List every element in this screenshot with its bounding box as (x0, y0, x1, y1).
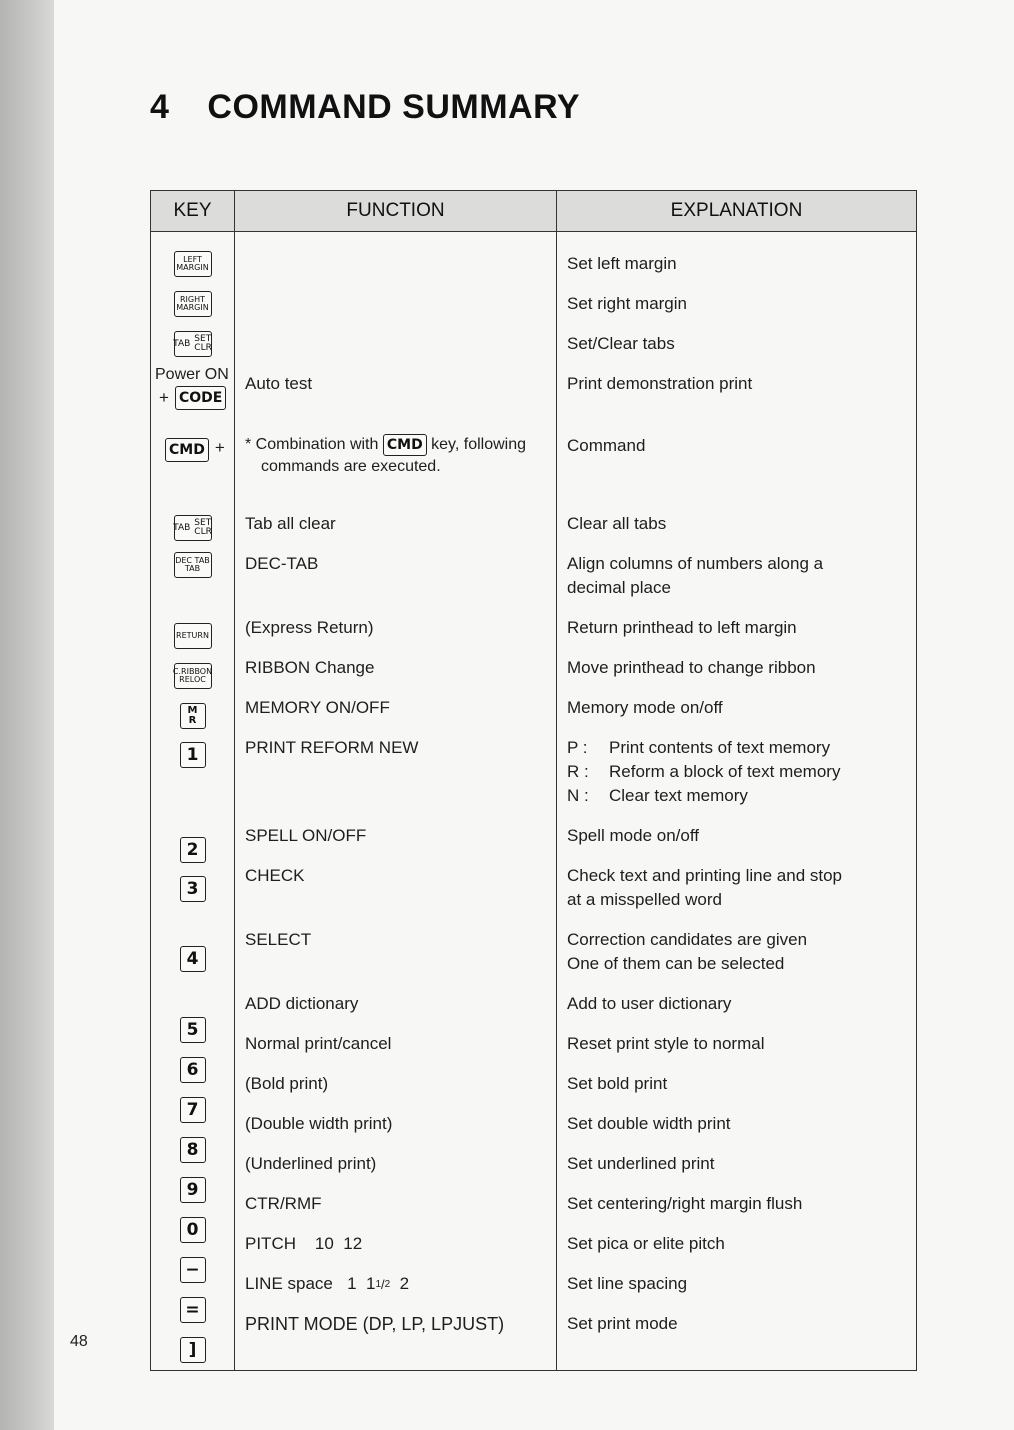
plus-sign: + (159, 388, 169, 407)
explanation-tab-all-clear: Clear all tabs (567, 514, 667, 533)
equals-key-icon: = (180, 1297, 206, 1323)
scan-edge-strip (0, 0, 54, 1430)
bracket-key-icon: ] (180, 1337, 206, 1363)
table-row (151, 1050, 234, 1090)
key-0-icon: 0 (180, 1217, 206, 1243)
page-number: 48 (70, 1333, 88, 1350)
explanation-underlined: Set underlined print (567, 1154, 715, 1173)
explanation-ribbon-change: Move printhead to change ribbon (567, 658, 816, 677)
cmd-key-icon: CMD (383, 434, 427, 456)
table-header-row (151, 191, 917, 232)
code-key-icon: CODE (175, 386, 226, 410)
key-3-icon: 3 (180, 876, 206, 902)
function-spell: SPELL ON/OFF (245, 826, 367, 845)
explanation-right-margin: Set right margin (567, 294, 687, 313)
table-row (151, 1290, 234, 1330)
explanation-print-reform-new (557, 728, 916, 816)
key-7-icon: 7 (180, 1097, 206, 1123)
function-express-return: (Express Return) (245, 618, 374, 637)
explanation-pitch: Set pica or elite pitch (567, 1234, 725, 1253)
table-row (151, 1170, 234, 1210)
table-row (151, 736, 234, 830)
power-on-label: Power ON (155, 366, 229, 383)
explanation-print-mode: Set print mode (567, 1314, 678, 1333)
explanation-spell: Spell mode on/off (567, 826, 699, 845)
key-6-icon: 6 (180, 1057, 206, 1083)
key-column (151, 232, 235, 1371)
function-ctr-rmf: CTR/RMF (245, 1194, 322, 1213)
key-1-icon: 1 (180, 742, 206, 768)
left-margin-key-icon: LEFT MARGIN (174, 251, 212, 277)
cmd-key-icon: CMD (165, 438, 209, 462)
function-auto-test: Auto test (245, 374, 313, 393)
header-function: FUNCTION (235, 191, 557, 232)
explanation-left-margin: Set left margin (567, 254, 677, 273)
explanation-normal-print: Reset print style to normal (567, 1034, 765, 1053)
table-row (151, 548, 234, 616)
table-row (151, 1330, 234, 1370)
explanation-check: Check text and printing line and stop at a misspelled word (567, 866, 843, 909)
page-heading (150, 88, 580, 127)
function-print-mode: PRINT MODE (DP, LP, LPJUST) (245, 1313, 505, 1334)
function-print-reform-new: PRINT REFORM NEW (245, 738, 419, 757)
table-row (151, 1250, 234, 1290)
explanation-dec-tab: Align columns of numbers along a decimal place (567, 554, 824, 597)
table-row (151, 696, 234, 736)
list-item: P : Print contents of text memory (567, 738, 831, 757)
explanation-ctr-rmf: Set centering/right margin flush (567, 1194, 803, 1213)
command-summary-table (150, 190, 917, 1371)
explanation-auto-test: Print demonstration print (567, 374, 753, 393)
ribbon-reloc-key-icon: C.RIBBON RELOC (174, 663, 212, 689)
memory-key-icon: M R (180, 703, 206, 729)
explanation-add-dictionary: Add to user dictionary (567, 994, 732, 1013)
table-row (151, 830, 234, 870)
function-column (235, 232, 557, 1371)
table-row (151, 1010, 234, 1050)
key-8-icon: 8 (180, 1137, 206, 1163)
function-select: SELECT (245, 930, 312, 949)
dec-tab-key-icon: DEC TAB TAB (174, 552, 212, 578)
key-5-icon: 5 (180, 1017, 206, 1043)
explanation-memory: Memory mode on/off (567, 698, 723, 717)
page-title: COMMAND SUMMARY (207, 88, 581, 126)
function-line-space: LINE space 1 1 1 / 2 2 (245, 1274, 410, 1293)
minus-key-icon: − (180, 1257, 206, 1283)
table-row (151, 1090, 234, 1130)
function-bold: (Bold print) (245, 1074, 329, 1093)
right-margin-key-icon: RIGHT MARGIN (174, 291, 212, 317)
function-ribbon-change: RIBBON Change (245, 658, 375, 677)
table-row (151, 1210, 234, 1250)
table-row (151, 616, 234, 656)
explanation-command: Command (567, 436, 646, 455)
table-row (151, 244, 234, 284)
table-row (151, 656, 234, 696)
key-9-icon: 9 (180, 1177, 206, 1203)
function-memory: MEMORY ON/OFF (245, 698, 390, 717)
function-command-note: * Combination with CMD key, following commands are executed. (235, 434, 556, 504)
explanation-express-return: Return printhead to left margin (567, 618, 797, 637)
key-4-icon: 4 (180, 946, 206, 972)
explanation-column (557, 232, 917, 1371)
chapter-number: 4 (150, 88, 170, 126)
list-item: N : Clear text memory (567, 786, 748, 805)
function-tab-all-clear: Tab all clear (245, 514, 336, 533)
function-underlined: (Underlined print) (245, 1154, 377, 1173)
tab-set-clr-key-icon: TAB SET CLR (174, 515, 212, 541)
explanation-double-width: Set double width print (567, 1114, 731, 1133)
function-normal-print: Normal print/cancel (245, 1034, 392, 1053)
function-check: CHECK (245, 866, 305, 885)
table-row (151, 940, 234, 1010)
table-row (151, 434, 234, 508)
explanation-select: Correction candidates are given One of them can be selected (567, 930, 808, 973)
table-row (151, 284, 234, 324)
table-row (151, 508, 234, 548)
header-key: KEY (151, 191, 235, 232)
plus-sign: + (214, 438, 225, 457)
explanation-line-space: Set line spacing (567, 1274, 688, 1293)
function-pitch: PITCH 10 12 (245, 1234, 363, 1253)
function-dec-tab: DEC-TAB (245, 554, 319, 573)
tab-set-clr-key-icon: TAB SET CLR (174, 331, 212, 357)
table-row (151, 1130, 234, 1170)
function-double-width: (Double width print) (245, 1114, 393, 1133)
header-explanation: EXPLANATION (557, 191, 917, 232)
table-row (151, 870, 234, 940)
table-row (151, 324, 234, 364)
key-2-icon: 2 (180, 837, 206, 863)
table-row (151, 364, 234, 434)
return-key-icon: RETURN (174, 623, 212, 649)
function-add-dictionary: ADD dictionary (245, 994, 359, 1013)
list-item: R : Reform a block of text memory (567, 762, 841, 781)
explanation-tab-set-clr: Set/Clear tabs (567, 334, 675, 353)
explanation-bold: Set bold print (567, 1074, 668, 1093)
